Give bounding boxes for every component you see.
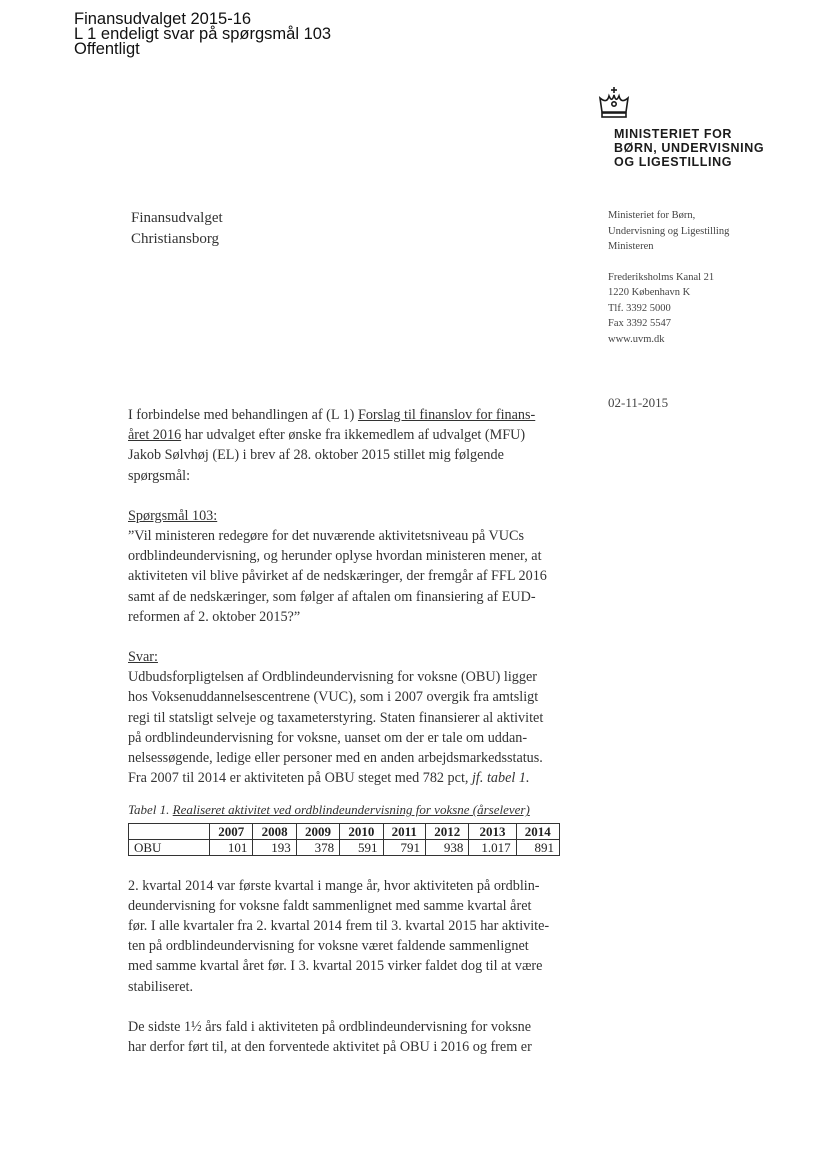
sender-street: Frederiksholms Kanal 21: [608, 271, 715, 283]
table-header-cell: 2011: [383, 823, 426, 839]
question-line-5: reformen af 2. oktober 2015?”: [128, 608, 301, 625]
ministry-line-2: BØRN, UNDERVISNING: [614, 141, 765, 155]
question-line-4: samt af de nedskæringer, som følger af aftalen om finansiering af EUD-: [128, 588, 536, 605]
sender-website: www.uvm.dk: [608, 333, 665, 345]
para2-line-3: før. I alle kvartaler fra 2. kvartal 2014 frem til 3. kvartal 2015 har aktivite-: [128, 918, 550, 935]
table-cell: 101: [210, 839, 253, 855]
answer-heading: Svar:: [128, 649, 158, 666]
sender-phone: Tlf. 3392 5000: [608, 302, 671, 314]
table-cell: 591: [340, 839, 383, 855]
question-section: [128, 506, 560, 627]
table-header-cell: 2012: [426, 823, 469, 839]
table-header-cell: 2010: [340, 823, 383, 839]
para3-line-1: De sidste 1½ års fald i aktiviteten på ordblindeundervisning for voksne: [128, 1018, 532, 1035]
para3-line-2: har derfor ført til, at den forventede aktivitet på OBU i 2016 og frem er: [128, 1039, 532, 1056]
answer-line-2: hos Voksenuddannelsescentrene (VUC), som i 2007 overgik fra amtsligt: [128, 689, 539, 706]
letter-date: 02-11-2015: [608, 395, 669, 410]
stamp-subject: L 1 endeligt svar på spørgsmål 103: [74, 25, 332, 43]
royal-crown-icon: [596, 86, 632, 120]
letter-body: [128, 405, 560, 1057]
intro-text-3: Jakob Sølvhøj (EL) i brev af 28. oktober 2015 stillet mig følgende: [128, 447, 504, 464]
question-heading: Spørgsmål 103:: [128, 507, 218, 524]
ministry-line-3: OG LIGESTILLING: [614, 155, 733, 169]
conclusion-paragraph: [128, 1017, 560, 1057]
table-cell: 891: [516, 839, 559, 855]
table-header-row: [129, 823, 560, 839]
table-cell: 938: [426, 839, 469, 855]
table-reference: jf. tabel 1.: [471, 770, 530, 787]
table-caption-label: Tabel 1.: [128, 802, 173, 818]
table-header-cell: 2008: [253, 823, 296, 839]
sender-role: Ministeren: [608, 241, 654, 252]
intro-text-1: I forbindelse med behandlingen af (L 1): [128, 407, 358, 423]
activity-table: [128, 823, 560, 856]
table-cell: 791: [383, 839, 426, 855]
para2-line-6: stabiliseret.: [128, 978, 194, 995]
ministry-logotype: [614, 127, 764, 169]
recipient-address: [131, 208, 223, 250]
para2-line-4: ten på ordblindeundervisning for voksne været faldende sammenlignet: [128, 938, 529, 955]
answer-line-5: nelsessøgende, ledige eller personer med en anden arbejdsmarkedsstatus.: [128, 750, 543, 767]
table-cell: 378: [296, 839, 339, 855]
stamp-committee: Finansudvalget 2015-16: [74, 10, 252, 28]
finance-bill-link[interactable]: Forslag til finanslov for finans-: [357, 407, 536, 423]
question-line-1: ”Vil ministeren redegøre for det nuværende aktivitetsniveau på VUCs: [128, 528, 525, 545]
para2-line-2: deundervisning for voksne faldt sammenlignet med samme kvartal året: [128, 897, 532, 914]
stamp-status: Offentligt: [74, 40, 140, 58]
ministry-line-1: MINISTERIET FOR: [614, 127, 733, 141]
intro-text-4: spørgsmål:: [128, 467, 191, 484]
table-row-label: OBU: [129, 839, 210, 855]
intro-text-2: har udvalget efter ønske fra ikkemedlem af udvalget (MFU): [181, 427, 526, 444]
question-line-3: aktiviteten vil blive påvirket af de nedskæringer, der fremgår af FFL 2016: [128, 568, 547, 585]
table-header-cell: [129, 823, 210, 839]
table-caption-title: Realiseret aktivitet ved ordblindeundervisning for voksne (årselever): [172, 802, 530, 818]
recipient-location: Christiansborg: [131, 231, 220, 247]
para2-line-5: med samme kvartal året før. I 3. kvartal 2015 virker faldet dog til at være: [128, 958, 543, 975]
development-paragraph: [128, 876, 560, 997]
answer-section: [128, 647, 560, 788]
sender-address: [608, 208, 729, 347]
sender-ministry-line-2: Undervisning og Ligestilling: [608, 225, 730, 237]
sender-fax: Fax 3392 5547: [608, 318, 671, 329]
question-line-2: ordblindeundervisning, og herunder oplyse hvordan ministeren mener, at: [128, 548, 542, 565]
finance-bill-link-cont[interactable]: året 2016: [128, 427, 182, 444]
answer-line-3: regi til statsligt selveje og taxameterstyring. Staten finansierer al aktivitet: [128, 709, 544, 726]
table-header-cell: 2007: [210, 823, 253, 839]
answer-line-1: Udbudsforpligtelsen af Ordblindeundervisning for voksne (OBU) ligger: [128, 669, 537, 686]
sender-ministry-line-1: Ministeriet for Børn,: [608, 210, 696, 221]
intro-paragraph: [128, 405, 560, 486]
answer-line-6: Fra 2007 til 2014 er aktiviteten på OBU steget med 782 pct,: [128, 770, 472, 787]
recipient-name: Finansudvalget: [131, 210, 223, 226]
table-row: [129, 839, 560, 855]
table-header-cell: 2013: [469, 823, 516, 839]
table-cell: 1.017: [469, 839, 516, 855]
table-header-cell: 2014: [516, 823, 559, 839]
answer-line-4: på ordblindeundervisning for voksne, uanset om der er tale om uddan-: [128, 729, 528, 746]
table-header-cell: 2009: [296, 823, 339, 839]
para2-line-1: 2. kvartal 2014 var første kvartal i mange år, hvor aktiviteten på ordblin-: [128, 877, 540, 894]
table-caption: [128, 800, 560, 820]
sender-city: 1220 København K: [608, 287, 691, 298]
table-cell: 193: [253, 839, 296, 855]
document-stamp: [74, 12, 331, 57]
